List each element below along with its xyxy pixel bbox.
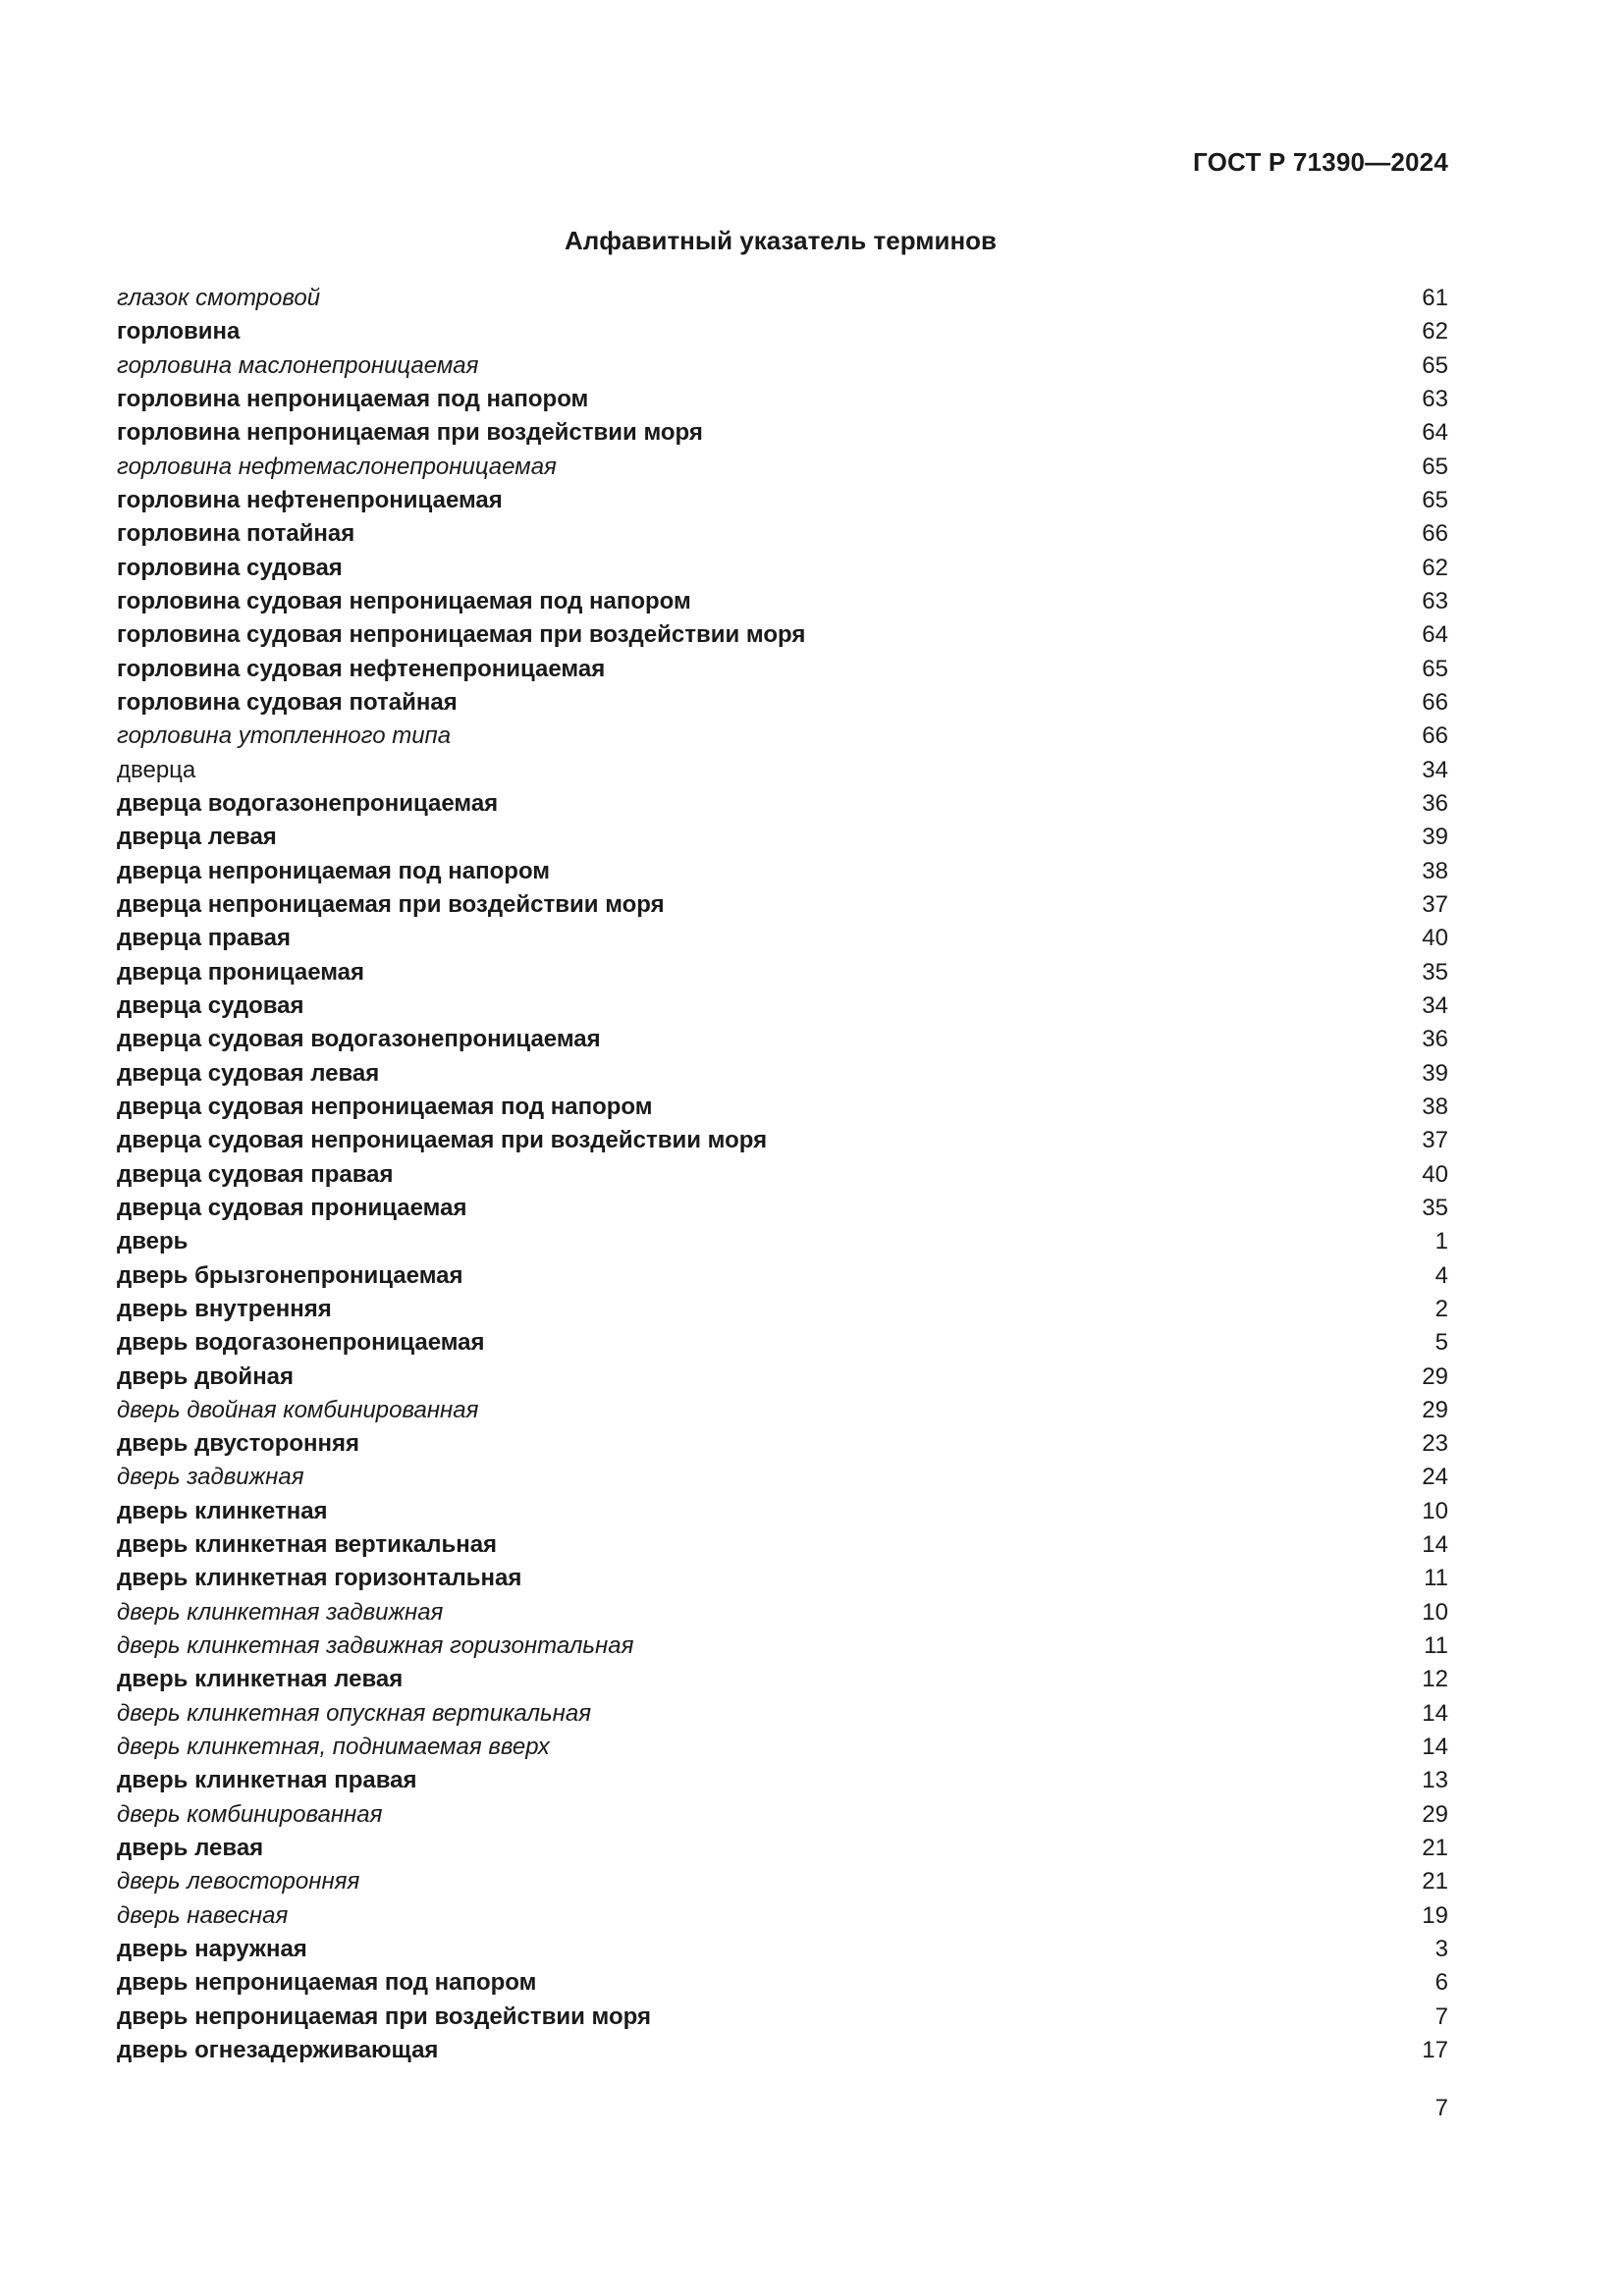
index-term-number: 14 <box>1422 1531 1448 1559</box>
index-term: дверца водогазонепроницаемая <box>117 789 499 817</box>
index-term-number: 35 <box>1422 958 1448 986</box>
index-entry <box>117 1663 1448 1696</box>
index-term: дверца судовая правая <box>117 1160 394 1188</box>
index-term: дверь клинкетная задвижная <box>117 1598 444 1626</box>
index-term-number: 2 <box>1435 1295 1448 1322</box>
index-entry <box>117 618 1448 652</box>
index-term: дверца проницаемая <box>117 958 365 986</box>
index-term: горловина судовая непроницаемая при воздействии моря <box>117 621 806 649</box>
page-number: 7 <box>1435 2095 1448 2121</box>
index-entry <box>117 787 1448 821</box>
index-entry <box>117 1225 1448 1258</box>
index-term: дверца судовая непроницаемая при воздействии моря <box>117 1127 768 1154</box>
index-term-number: 64 <box>1422 419 1448 447</box>
index-entry <box>117 1326 1448 1360</box>
index-entry <box>117 1361 1448 1394</box>
index-term: дверь клинкетная горизонтальная <box>117 1565 522 1592</box>
index-term-number: 11 <box>1424 1632 1448 1660</box>
index-term: дверь клинкетная <box>117 1497 328 1524</box>
index-term-number: 11 <box>1424 1565 1448 1592</box>
index-term-number: 36 <box>1422 1026 1448 1053</box>
index-term: горловина маслонепроницаемая <box>117 351 479 379</box>
index-entry <box>117 2001 1448 2034</box>
index-term: глазок смотровой <box>117 285 321 311</box>
index-term: горловина <box>117 318 241 346</box>
index-term-number: 34 <box>1422 756 1448 783</box>
index-entry <box>117 821 1448 854</box>
index-term-number: 38 <box>1422 1093 1448 1120</box>
index-term: горловина судовая <box>117 554 343 581</box>
index-term: дверь брызгонепроницаемая <box>117 1261 463 1289</box>
index-term: горловина непроницаемая под напором <box>117 385 589 412</box>
index-entry <box>117 2034 1448 2067</box>
index-term-number: 62 <box>1422 318 1448 346</box>
index-entry <box>117 1798 1448 1832</box>
index-term-number: 40 <box>1422 925 1448 952</box>
index-term-number: 65 <box>1422 351 1448 379</box>
index-term-number: 29 <box>1422 1362 1448 1390</box>
term-index-list <box>117 282 1448 2067</box>
index-term: дверь левосторонняя <box>117 1868 360 1896</box>
index-term: дверь двойная комбинированная <box>117 1396 479 1423</box>
index-entry <box>117 1461 1448 1494</box>
index-term: горловина непроницаемая при воздействии моря <box>117 419 703 447</box>
index-term: горловина утопленного типа <box>117 722 452 750</box>
index-term: горловина судовая потайная <box>117 688 458 716</box>
index-term: дверца непроницаемая при воздействии моря <box>117 890 665 918</box>
index-entry <box>117 1899 1448 1933</box>
index-term: дверь клинкетная вертикальная <box>117 1531 498 1559</box>
index-term: дверь комбинированная <box>117 1800 383 1828</box>
index-entry <box>117 1629 1448 1663</box>
index-term-number: 24 <box>1422 1464 1448 1491</box>
index-entry <box>117 1731 1448 1764</box>
index-term: дверь двусторонняя <box>117 1430 360 1458</box>
index-term-number: 36 <box>1422 789 1448 817</box>
index-entry <box>117 1394 1448 1427</box>
index-term: дверца <box>117 756 196 783</box>
index-term: дверь клинкетная задвижная горизонтальная <box>117 1632 634 1660</box>
index-title: Алфавитный указатель терминов <box>564 226 998 255</box>
index-entry <box>117 1562 1448 1595</box>
index-entry <box>117 383 1448 416</box>
index-term: дверь левая <box>117 1835 264 1862</box>
index-entry <box>117 282 1448 315</box>
index-term-number: 13 <box>1422 1767 1448 1794</box>
index-entry <box>117 1495 1448 1528</box>
index-term: дверца судовая левая <box>117 1059 380 1087</box>
index-entry <box>117 349 1448 383</box>
index-entry <box>117 1023 1448 1056</box>
index-term: дверь внутренняя <box>117 1295 332 1322</box>
index-term: дверь навесная <box>117 1901 289 1929</box>
index-term-number: 1 <box>1435 1228 1448 1255</box>
index-entry <box>117 956 1448 989</box>
index-term: дверь водогазонепроницаемая <box>117 1329 485 1357</box>
index-entry <box>117 1259 1448 1293</box>
index-term-number: 6 <box>1435 1969 1448 1997</box>
index-term: дверь <box>117 1228 189 1255</box>
index-entry <box>117 552 1448 585</box>
index-term-number: 19 <box>1422 1901 1448 1929</box>
index-term: дверь непроницаемая при воздействии моря <box>117 2002 651 2030</box>
index-entry <box>117 315 1448 348</box>
index-term-number: 65 <box>1422 655 1448 682</box>
index-entry <box>117 1192 1448 1225</box>
index-term: горловина судовая нефтенепроницаемая <box>117 655 606 682</box>
index-entry <box>117 1697 1448 1731</box>
index-term-number: 39 <box>1422 1059 1448 1087</box>
index-term: дверца судовая <box>117 991 304 1019</box>
index-entry <box>117 1933 1448 1966</box>
index-entry <box>117 855 1448 888</box>
index-term-number: 14 <box>1422 1734 1448 1761</box>
index-entry <box>117 1596 1448 1629</box>
index-term: горловина нефтемаслонепроницаемая <box>117 453 557 480</box>
index-term-number: 10 <box>1422 1497 1448 1524</box>
index-term-number: 63 <box>1422 385 1448 412</box>
index-entry <box>117 1293 1448 1326</box>
index-entry <box>117 1764 1448 1797</box>
index-term-number: 37 <box>1422 890 1448 918</box>
index-term-number: 3 <box>1435 1936 1448 1963</box>
index-entry <box>117 451 1448 484</box>
index-term-number: 23 <box>1422 1430 1448 1458</box>
index-term-number: 10 <box>1422 1598 1448 1626</box>
index-term-number: 63 <box>1422 587 1448 614</box>
index-entry <box>117 416 1448 450</box>
index-entry <box>117 484 1448 517</box>
index-term-number: 14 <box>1422 1699 1448 1727</box>
index-entry <box>117 686 1448 720</box>
index-term: дверца левая <box>117 824 277 851</box>
index-entry <box>117 1832 1448 1865</box>
index-entry <box>117 1158 1448 1192</box>
index-term: дверь огнезадерживающая <box>117 2037 439 2064</box>
index-term: дверь клинкетная, поднимаемая вверх <box>117 1734 550 1761</box>
index-term-number: 4 <box>1435 1261 1448 1289</box>
index-term: дверь двойная <box>117 1362 295 1390</box>
index-term: горловина потайная <box>117 520 355 548</box>
index-term-number: 29 <box>1422 1800 1448 1828</box>
index-entry <box>117 585 1448 618</box>
index-term-number: 37 <box>1422 1127 1448 1154</box>
index-term-number: 66 <box>1422 722 1448 750</box>
index-entry <box>117 1528 1448 1562</box>
index-term-number: 61 <box>1422 285 1448 311</box>
index-term-number: 65 <box>1422 453 1448 480</box>
index-term: горловина судовая непроницаемая под напором <box>117 587 691 614</box>
index-term-number: 39 <box>1422 824 1448 851</box>
index-entry <box>117 517 1448 551</box>
index-term-number: 34 <box>1422 991 1448 1019</box>
index-term: дверь клинкетная левая <box>117 1666 404 1693</box>
index-term-number: 38 <box>1422 857 1448 884</box>
document-code: ГОСТ Р 71390—2024 <box>1193 147 1448 177</box>
index-term-number: 21 <box>1422 1868 1448 1896</box>
index-term: горловина нефтенепроницаемая <box>117 486 503 513</box>
index-entry <box>117 888 1448 922</box>
index-term: дверца непроницаемая под напором <box>117 857 551 884</box>
index-entry <box>117 754 1448 787</box>
index-term: дверь задвижная <box>117 1464 304 1491</box>
index-entry <box>117 1865 1448 1898</box>
index-term-number: 17 <box>1422 2037 1448 2064</box>
index-entry <box>117 720 1448 753</box>
index-term-number: 29 <box>1422 1396 1448 1423</box>
index-entry <box>117 1427 1448 1461</box>
index-term: дверца судовая водогазонепроницаемая <box>117 1026 601 1053</box>
index-term: дверь клинкетная опускная вертикальная <box>117 1699 592 1727</box>
index-term-number: 64 <box>1422 621 1448 649</box>
index-entry <box>117 1091 1448 1124</box>
index-entry <box>117 989 1448 1023</box>
index-term-number: 66 <box>1422 688 1448 716</box>
index-term: дверь непроницаемая под напором <box>117 1969 537 1997</box>
index-term-number: 5 <box>1435 1329 1448 1357</box>
index-term: дверь клинкетная правая <box>117 1767 417 1794</box>
index-term-number: 21 <box>1422 1835 1448 1862</box>
index-term: дверца правая <box>117 925 292 952</box>
index-entry <box>117 1966 1448 2000</box>
index-entry <box>117 653 1448 686</box>
index-term-number: 65 <box>1422 486 1448 513</box>
index-entry <box>117 1057 1448 1091</box>
index-term: дверца судовая непроницаемая под напором <box>117 1093 653 1120</box>
index-term: дверь наружная <box>117 1936 307 1963</box>
index-term-number: 62 <box>1422 554 1448 581</box>
index-term-number: 66 <box>1422 520 1448 548</box>
index-term-number: 35 <box>1422 1194 1448 1221</box>
index-term-number: 7 <box>1435 2002 1448 2030</box>
index-term-number: 12 <box>1422 1666 1448 1693</box>
index-term-number: 40 <box>1422 1160 1448 1188</box>
index-entry <box>117 922 1448 955</box>
index-term: дверца судовая проницаемая <box>117 1194 467 1221</box>
index-entry <box>117 1124 1448 1157</box>
